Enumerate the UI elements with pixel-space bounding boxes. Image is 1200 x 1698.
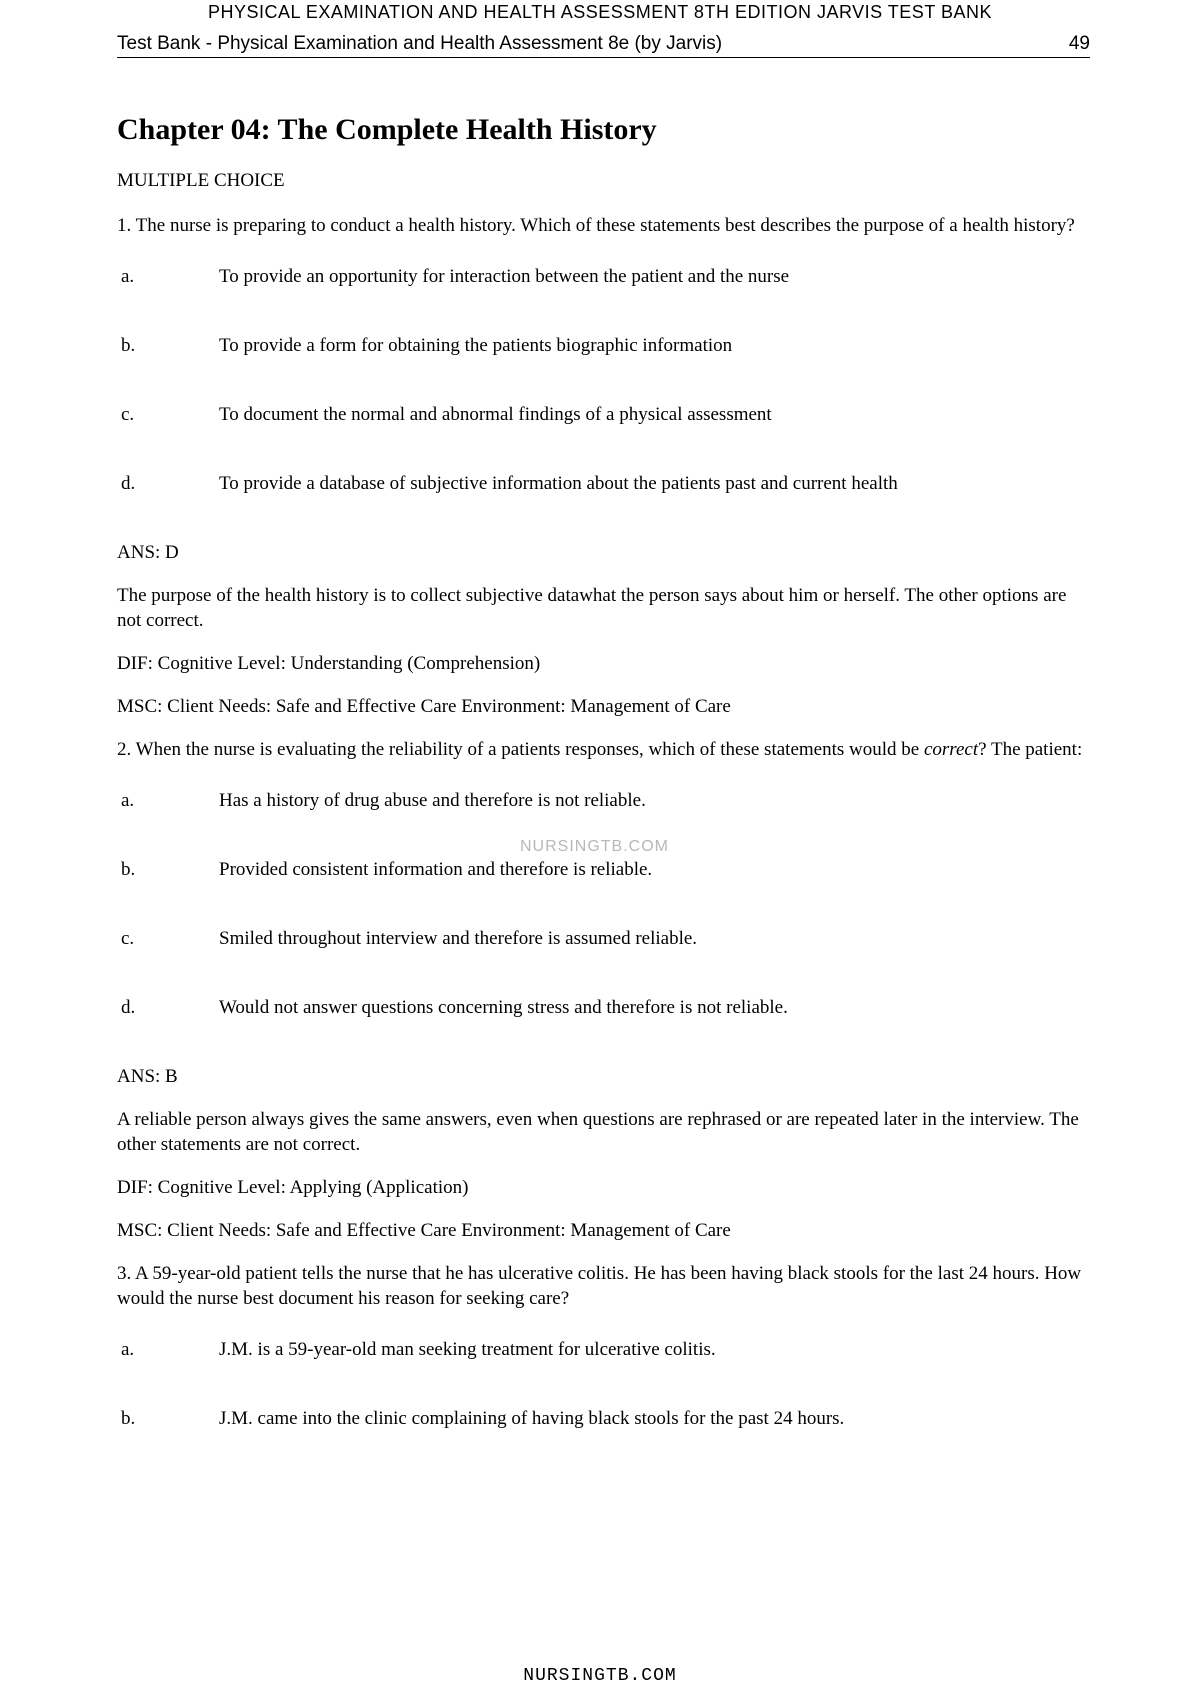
option-letter: b. [121, 859, 136, 880]
page-content [117, 112, 1092, 1475]
option-letter: c. [121, 928, 135, 949]
difficulty-level: DIF: Cognitive Level: Understanding (Comprehension) [117, 653, 541, 674]
page-number: 49 [1068, 33, 1090, 54]
rationale: The purpose of the health history is to collect subjective datawhat the person says about him or herself. The other options are not correct. [117, 585, 1067, 631]
option-text: Would not answer questions concerning stress and therefore is not reliable. [219, 997, 788, 1018]
running-header [117, 32, 1090, 58]
option-letter: a. [121, 1339, 135, 1360]
rationale: A reliable person always gives the same answers, even when questions are rephrased or are repeated later in the interview. The other statements are not correct. [117, 1109, 1079, 1155]
option-text: To document the normal and abnormal findings of a physical assessment [219, 404, 772, 425]
option-text: To provide an opportunity for interaction between the patient and the nurse [219, 266, 790, 287]
question-stem: 1. The nurse is preparing to conduct a health history. Which of these statements best describes the purpose of a health history? [117, 215, 1075, 236]
option-d [117, 471, 1092, 496]
watermark: NURSINGTB.COM [520, 838, 669, 855]
stem-text-end: ? The patient: [978, 739, 1083, 760]
chapter-title: Chapter 04: The Complete Health History [117, 113, 657, 146]
header-title: Test Bank - Physical Examination and Health Assessment 8e (by Jarvis) [117, 33, 723, 54]
option-text: Has a history of drug abuse and therefore is not reliable. [219, 790, 646, 811]
option-text: To provide a database of subjective information about the patients past and current health [219, 473, 898, 494]
top-banner: PHYSICAL EXAMINATION AND HEALTH ASSESSMENT 8TH EDITION JARVIS TEST BANK [207, 2, 993, 22]
option-letter: d. [121, 997, 136, 1018]
option-c [117, 926, 1092, 951]
difficulty-level: DIF: Cognitive Level: Applying (Application) [117, 1177, 469, 1198]
option-letter: d. [121, 473, 136, 494]
option-letter: b. [121, 1408, 136, 1429]
question-stem: 3. A 59-year-old patient tells the nurse that he has ulcerative colitis. He has been having black stools for the last 24 hours. How would the nurse best document his reason for seeking care? [117, 1263, 1082, 1309]
question-1 [117, 213, 1092, 719]
option-letter: a. [121, 266, 135, 287]
option-text: J.M. came into the clinic complaining of having black stools for the past 24 hours. [219, 1408, 845, 1429]
option-text: To provide a form for obtaining the patients biographic information [219, 335, 733, 356]
option-letter: c. [121, 404, 135, 425]
option-b [117, 857, 1092, 882]
option-a [117, 1337, 1092, 1362]
question-3 [117, 1261, 1092, 1431]
stem-text: 2. When the nurse is evaluating the reliability of a patients responses, which of these statements would be [117, 739, 924, 760]
section-title: MULTIPLE CHOICE [117, 170, 285, 191]
stem-emphasis: correct [923, 739, 979, 760]
option-text: Provided consistent information and therefore is reliable. [219, 859, 653, 880]
option-text: Smiled throughout interview and therefore is assumed reliable. [219, 928, 698, 949]
question-2 [117, 737, 1092, 1243]
option-letter: a. [121, 790, 135, 811]
option-a [117, 788, 1092, 813]
option-c [117, 402, 1092, 427]
answer-key: ANS: D [117, 542, 179, 563]
question-stem [117, 737, 1092, 762]
client-needs: MSC: Client Needs: Safe and Effective Care Environment: Management of Care [117, 696, 731, 717]
option-b [117, 1406, 1092, 1431]
option-d [117, 995, 1092, 1020]
option-text: J.M. is a 59-year-old man seeking treatment for ulcerative colitis. [219, 1339, 716, 1360]
option-b [117, 333, 1092, 358]
option-a [117, 264, 1092, 289]
footer-watermark: NURSINGTB.COM [523, 1666, 677, 1686]
option-letter: b. [121, 335, 136, 356]
answer-key: ANS: B [117, 1066, 178, 1087]
client-needs: MSC: Client Needs: Safe and Effective Care Environment: Management of Care [117, 1220, 731, 1241]
